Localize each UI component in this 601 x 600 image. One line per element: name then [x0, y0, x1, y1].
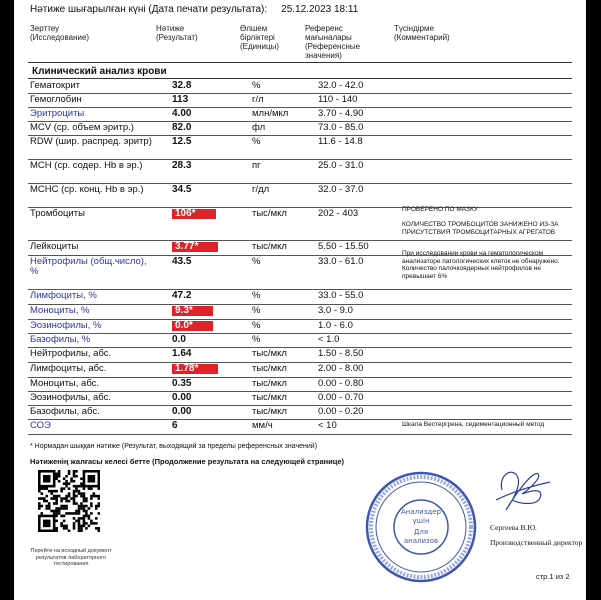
test-name[interactable]: Нейтрофилы (общ.число), % [30, 256, 147, 277]
test-name: Базофилы, абс. [30, 406, 100, 417]
table-row [28, 290, 572, 305]
reference-range: 0.00 - 0.20 [318, 406, 364, 417]
test-name[interactable]: Эритроциты [30, 108, 85, 119]
unit: % [252, 305, 261, 316]
comment: Шкала Вестергрена, седиментационный метод [402, 421, 545, 428]
result-value: 0.00 [172, 392, 192, 403]
result-value: 0.35 [172, 378, 192, 389]
table-row [28, 320, 572, 334]
table-row [28, 250, 572, 290]
test-name: Моноциты, абс. [30, 378, 100, 389]
unit: тыс/мкл [252, 406, 287, 417]
test-name[interactable]: Лимфоциты, % [30, 290, 97, 301]
test-name[interactable]: СОЭ [30, 420, 51, 431]
unit: % [252, 320, 261, 331]
header-divider [28, 62, 572, 63]
table-row [28, 406, 572, 420]
qr-code[interactable] [38, 470, 100, 532]
test-name: RDW (шир. распред. эритр) [30, 136, 152, 147]
test-name[interactable]: Базофилы, % [30, 334, 91, 345]
test-name[interactable]: Эозинофилы, % [30, 320, 102, 331]
column-header-test: Зерттеу (Исследование) [30, 24, 90, 42]
table-row [28, 136, 572, 160]
unit: г/дл [252, 184, 270, 195]
table-row [28, 305, 572, 320]
signature [488, 460, 554, 518]
reference-range: < 10 [318, 420, 337, 431]
signer-name: Сергеева В.Ю. [490, 523, 537, 532]
print-date [30, 4, 358, 15]
test-name: Гематокрит [30, 80, 81, 91]
comment: ПРОВЕРЕНО ПО МАЗКУ КОЛИЧЕСТВО ТРОМБОЦИТОВ ЗАНИЖЕНО ИЗ-ЗА ПРИСУТСТВИЯ ТРОМБОЦИТАРНЫХ АГРЕГАТОВ [402, 206, 559, 236]
test-name: Лимфоциты, абс. [30, 363, 107, 374]
test-name: Лейкоциты [30, 241, 79, 252]
stamp-line-4: анализов [403, 537, 439, 545]
column-header-reference: Референс мағыналары (Референсные значения) [305, 24, 361, 60]
column-header-unit: Өлшем бірліктері (Единицы) [240, 24, 280, 51]
table-row [28, 184, 572, 208]
unit: тыс/мкл [252, 378, 287, 389]
section-title: Клинический анализ крови [32, 66, 167, 77]
reference-range: 32.0 - 42.0 [318, 80, 364, 91]
test-name: Нейтрофилы, абс. [30, 348, 112, 359]
print-date-value: 25.12.2023 18:11 [281, 4, 359, 15]
reference-range: 1.0 - 6.0 [318, 320, 353, 331]
reference-range: 33.0 - 61.0 [318, 256, 364, 267]
unit: мм/ч [252, 420, 273, 431]
reference-range: 0.00 - 0.80 [318, 378, 364, 389]
result-value: 113 [172, 94, 189, 105]
unit: тыс/мкл [252, 241, 287, 252]
result-value: 0.00 [172, 406, 192, 417]
unit: % [252, 334, 261, 345]
unit: г/л [252, 94, 264, 105]
test-name: Эозинофилы, абс. [30, 392, 111, 403]
result-value: 43.5 [172, 256, 192, 267]
table-row [28, 334, 572, 348]
table-row [28, 208, 572, 241]
footnote: * Нормадан шыққан нәтиже (Результат, выходящий за пределы референсных значений) [30, 443, 318, 450]
reference-range: 110 - 140 [318, 94, 358, 105]
test-name: Тромбоциты [30, 208, 85, 219]
unit: % [252, 80, 261, 91]
result-value-abnormal: 1.78* [172, 364, 218, 374]
unit: тыс/мкл [252, 208, 287, 219]
reference-range: 3.0 - 9.0 [318, 305, 353, 316]
unit: пг [252, 160, 261, 171]
page-number: стр.1 из 2 [536, 572, 570, 581]
comment: При исследовании крови на гематологическом анализаторе патологических клеток не обнаружено. Количество палочкоядерных нейтрофилов не превышает 6% [402, 250, 562, 280]
test-name[interactable]: Моноциты, % [30, 305, 90, 316]
unit: млн/мкл [252, 108, 289, 119]
unit: тыс/мкл [252, 348, 287, 359]
reference-range: 0.00 - 0.70 [318, 392, 364, 403]
result-value: 6 [172, 420, 178, 431]
reference-range: 3.70 - 4.90 [318, 108, 364, 119]
table-row [28, 420, 572, 435]
reference-range: 11.6 - 14.8 [318, 136, 363, 147]
unit: % [252, 136, 261, 147]
result-value-abnormal: 9.3* [172, 306, 213, 316]
column-header-result: Нәтиже (Результат) [156, 24, 198, 42]
result-value: 47.2 [172, 290, 192, 301]
column-header-comment: Түсіндірме (Комментарий) [394, 24, 450, 42]
table-row [28, 160, 572, 184]
test-name: MCHC (ср. конц. Hb в эр.) [30, 184, 144, 195]
reference-range: 73.0 - 85.0 [318, 122, 364, 133]
unit: % [252, 256, 261, 267]
reference-range: 25.0 - 31.0 [318, 160, 364, 171]
result-value-abnormal: 3.77* [172, 242, 218, 252]
stamp-line-3: Для [413, 528, 429, 536]
table-row [28, 392, 572, 406]
reference-range: 2.00 - 8.00 [318, 363, 364, 374]
continue-note: Нәтиженің жалғасы келесі бетте (Продолжение результата на следующей странице) [30, 457, 345, 466]
test-name: MCH (ср. содер. Hb в эр.) [30, 160, 143, 171]
table-row [28, 94, 572, 108]
unit: тыс/мкл [252, 392, 287, 403]
result-value: 4.00 [172, 108, 192, 119]
reference-range: 5.50 - 15.50 [318, 241, 369, 252]
result-value: 32.8 [172, 80, 192, 91]
result-value: 82.0 [172, 122, 192, 133]
result-value: 34.5 [172, 184, 192, 195]
table-row [28, 108, 572, 122]
unit: тыс/мкл [252, 363, 287, 374]
section-divider [28, 78, 572, 79]
table-row [28, 122, 572, 136]
qr-caption: Перейти на исходный документ результатов лабораторного тестирования [30, 548, 112, 567]
unit: % [252, 290, 261, 301]
table-row [28, 378, 572, 392]
reference-range: 202 - 403 [318, 208, 359, 219]
company-stamp [364, 470, 478, 584]
unit: фл [252, 122, 266, 133]
table-row [28, 348, 572, 363]
reference-range: 1.50 - 8.50 [318, 348, 364, 359]
signer-title: Производственный директор [490, 538, 583, 547]
result-value: 28.3 [172, 160, 192, 171]
stamp-line-1: Анализдер [401, 508, 441, 516]
stamp-line-2: үшін [412, 517, 430, 525]
result-value-abnormal: 106* [172, 209, 216, 219]
result-value: 0.0 [172, 334, 186, 345]
result-value-abnormal: 0.0* [172, 321, 213, 331]
reference-range: < 1.0 [318, 334, 340, 345]
test-name: MCV (ср. объем эритр.) [30, 122, 134, 133]
reference-range: 32.0 - 37.0 [318, 184, 364, 195]
table-row [28, 363, 572, 378]
table-row [28, 80, 572, 94]
reference-range: 33.0 - 55.0 [318, 290, 364, 301]
test-name: Гемоглобин [30, 94, 82, 105]
print-date-label: Нәтиже шығарылған күні (Дата печати результата): [30, 4, 268, 15]
result-value: 12.5 [172, 136, 192, 147]
result-value: 1.64 [172, 348, 192, 359]
lab-result-page [14, 0, 586, 600]
